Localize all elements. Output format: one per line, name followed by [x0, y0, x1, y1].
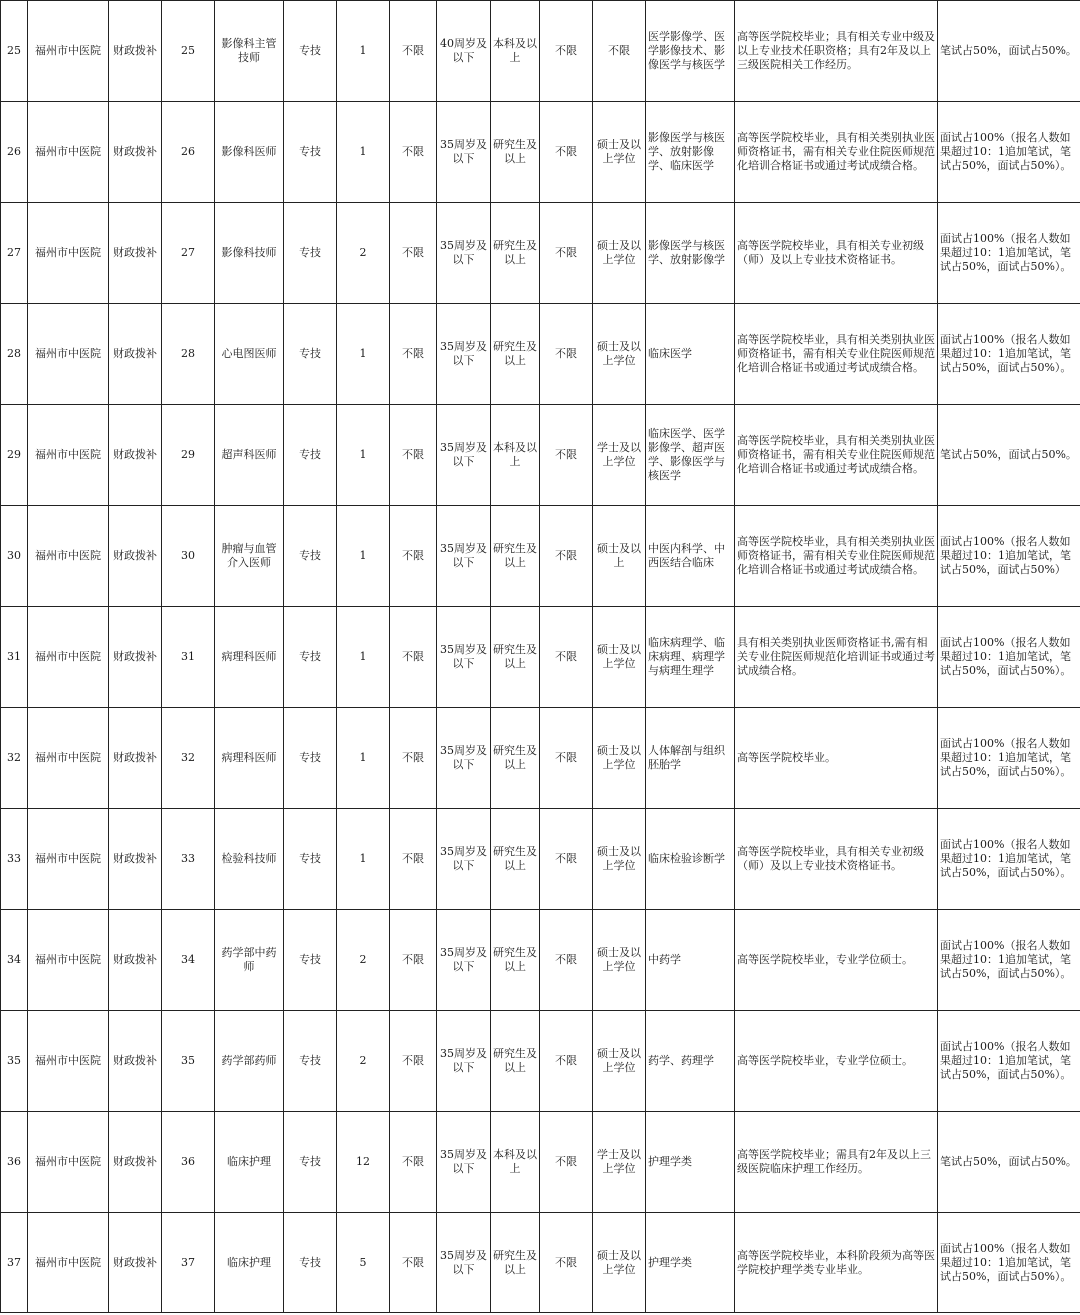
exam-method-cell: 面试占100%（报名人数如果超过10：1追加笔试，笔试占50%，面试占50%）。: [938, 1213, 1080, 1313]
exam-method-cell: 面试占100%（报名人数如果超过10：1追加笔试，笔试占50%，面试占50%）。: [938, 304, 1080, 405]
major-cell: 影像医学与核医学、放射影像学、临床医学: [646, 102, 735, 203]
gender-cell: 不限: [390, 910, 437, 1011]
conditions-cell: 高等医学院校毕业，具有相关类别执业医师资格证书，需有相关专业住院医师规范化培训合格证书或通过考试成绩合格。: [735, 102, 938, 203]
education-cell: 研究生及以上: [491, 910, 540, 1011]
position-name-cell: 临床护理: [215, 1213, 284, 1313]
unit-cell: 福州市中医院: [28, 1213, 109, 1313]
funding-cell: 财政拨补: [109, 102, 162, 203]
headcount-cell: 1: [337, 809, 390, 910]
seq-cell: 32: [1, 708, 28, 809]
region-cell: 不限: [540, 405, 593, 506]
age-requirement-cell: 35周岁及以下: [437, 1011, 491, 1112]
age-requirement-cell: 35周岁及以下: [437, 405, 491, 506]
headcount-cell: 2: [337, 1011, 390, 1112]
headcount-cell: 1: [337, 607, 390, 708]
headcount-cell: 1: [337, 102, 390, 203]
seq-cell: 28: [1, 304, 28, 405]
education-cell: 研究生及以上: [491, 506, 540, 607]
conditions-cell: 具有相关类别执业医师资格证书,需有相关专业住院医师规范化培训证书或通过考试成绩合格。: [735, 607, 938, 708]
conditions-cell: 高等医学院校毕业，具有相关类别执业医师资格证书，需有相关专业住院医师规范化培训合格证书或通过考试成绩合格。: [735, 405, 938, 506]
major-cell: 中医内科学、中西医结合临床: [646, 506, 735, 607]
degree-cell: 硕士及以上学位: [593, 809, 646, 910]
education-cell: 研究生及以上: [491, 102, 540, 203]
major-cell: 临床检验诊断学: [646, 809, 735, 910]
major-cell: 临床医学、医学影像学、超声医学、影像医学与核医学: [646, 405, 735, 506]
gender-cell: 不限: [390, 708, 437, 809]
degree-cell: 硕士及以上学位: [593, 910, 646, 1011]
seq-cell: 34: [1, 910, 28, 1011]
funding-cell: 财政拨补: [109, 506, 162, 607]
position-category-cell: 专技: [284, 304, 337, 405]
position-code-cell: 33: [162, 809, 215, 910]
exam-method-cell: 面试占100%（报名人数如果超过10：1追加笔试，笔试占50%，面试占50%）。: [938, 910, 1080, 1011]
conditions-cell: 高等医学院校毕业，专业学位硕士。: [735, 910, 938, 1011]
unit-cell: 福州市中医院: [28, 506, 109, 607]
conditions-cell: 高等医学院校毕业，具有相关专业初级（师）及以上专业技术资格证书。: [735, 203, 938, 304]
funding-cell: 财政拨补: [109, 809, 162, 910]
funding-cell: 财政拨补: [109, 1, 162, 102]
table-body: [1, 1, 1080, 1313]
age-requirement-cell: 35周岁及以下: [437, 1213, 491, 1313]
education-cell: 研究生及以上: [491, 708, 540, 809]
conditions-cell: 高等医学院校毕业，具有相关类别执业医师资格证书，需有相关专业住院医师规范化培训合格证书或通过考试成绩合格。: [735, 304, 938, 405]
table-row: [1, 304, 1080, 405]
education-cell: 研究生及以上: [491, 1011, 540, 1112]
exam-method-cell: 笔试占50%，面试占50%。: [938, 1, 1080, 102]
age-requirement-cell: 35周岁及以下: [437, 809, 491, 910]
position-name-cell: 肿瘤与血管介入医师: [215, 506, 284, 607]
position-category-cell: 专技: [284, 405, 337, 506]
age-requirement-cell: 35周岁及以下: [437, 304, 491, 405]
unit-cell: 福州市中医院: [28, 203, 109, 304]
gender-cell: 不限: [390, 304, 437, 405]
major-cell: 中药学: [646, 910, 735, 1011]
position-code-cell: 26: [162, 102, 215, 203]
table-row: [1, 809, 1080, 910]
seq-cell: 31: [1, 607, 28, 708]
seq-cell: 26: [1, 102, 28, 203]
age-requirement-cell: 35周岁及以下: [437, 203, 491, 304]
seq-cell: 30: [1, 506, 28, 607]
age-requirement-cell: 35周岁及以下: [437, 1112, 491, 1213]
table-row: [1, 203, 1080, 304]
position-code-cell: 32: [162, 708, 215, 809]
unit-cell: 福州市中医院: [28, 102, 109, 203]
position-code-cell: 36: [162, 1112, 215, 1213]
major-cell: 影像医学与核医学、放射影像学: [646, 203, 735, 304]
position-name-cell: 病理科医师: [215, 607, 284, 708]
position-code-cell: 25: [162, 1, 215, 102]
funding-cell: 财政拨补: [109, 1011, 162, 1112]
age-requirement-cell: 35周岁及以下: [437, 607, 491, 708]
position-name-cell: 药学部药师: [215, 1011, 284, 1112]
degree-cell: 硕士及以上学位: [593, 304, 646, 405]
unit-cell: 福州市中医院: [28, 910, 109, 1011]
education-cell: 本科及以上: [491, 1, 540, 102]
gender-cell: 不限: [390, 1112, 437, 1213]
position-code-cell: 27: [162, 203, 215, 304]
conditions-cell: 高等医学院校毕业，专业学位硕士。: [735, 1011, 938, 1112]
table-row: [1, 102, 1080, 203]
gender-cell: 不限: [390, 1213, 437, 1313]
degree-cell: 不限: [593, 1, 646, 102]
age-requirement-cell: 35周岁及以下: [437, 910, 491, 1011]
position-category-cell: 专技: [284, 809, 337, 910]
gender-cell: 不限: [390, 607, 437, 708]
headcount-cell: 1: [337, 304, 390, 405]
unit-cell: 福州市中医院: [28, 1, 109, 102]
unit-cell: 福州市中医院: [28, 1112, 109, 1213]
exam-method-cell: 面试占100%（报名人数如果超过10：1追加笔试，笔试占50%，面试占50%）。: [938, 1011, 1080, 1112]
position-name-cell: 超声科医师: [215, 405, 284, 506]
region-cell: 不限: [540, 809, 593, 910]
age-requirement-cell: 35周岁及以下: [437, 102, 491, 203]
conditions-cell: 高等医学院校毕业；具有相关专业中级及以上专业技术任职资格；具有2年及以上三级医院相关工作经历。: [735, 1, 938, 102]
funding-cell: 财政拨补: [109, 1112, 162, 1213]
table-row: [1, 708, 1080, 809]
unit-cell: 福州市中医院: [28, 304, 109, 405]
position-name-cell: 检验科技师: [215, 809, 284, 910]
region-cell: 不限: [540, 1112, 593, 1213]
exam-method-cell: 面试占100%（报名人数如果超过10：1追加笔试，笔试占50%，面试占50%）。: [938, 809, 1080, 910]
position-code-cell: 31: [162, 607, 215, 708]
unit-cell: 福州市中医院: [28, 1011, 109, 1112]
conditions-cell: 高等医学院校毕业，具有相关专业初级（师）及以上专业技术资格证书。: [735, 809, 938, 910]
seq-cell: 35: [1, 1011, 28, 1112]
conditions-cell: 高等医学院校毕业，本科阶段须为高等医学院校护理学类专业毕业。: [735, 1213, 938, 1313]
position-code-cell: 34: [162, 910, 215, 1011]
major-cell: 临床医学: [646, 304, 735, 405]
age-requirement-cell: 35周岁及以下: [437, 708, 491, 809]
position-category-cell: 专技: [284, 102, 337, 203]
headcount-cell: 1: [337, 405, 390, 506]
conditions-cell: 高等医学院校毕业。: [735, 708, 938, 809]
table-row: [1, 910, 1080, 1011]
position-name-cell: 影像科技师: [215, 203, 284, 304]
funding-cell: 财政拨补: [109, 910, 162, 1011]
exam-method-cell: 笔试占50%，面试占50%。: [938, 405, 1080, 506]
funding-cell: 财政拨补: [109, 708, 162, 809]
position-name-cell: 影像科主管技师: [215, 1, 284, 102]
seq-cell: 36: [1, 1112, 28, 1213]
table-row: [1, 1213, 1080, 1313]
conditions-cell: 高等医学院校毕业，具有相关类别执业医师资格证书，需有相关专业住院医师规范化培训合格证书或通过考试成绩合格。: [735, 506, 938, 607]
major-cell: 医学影像学、医学影像技术、影像医学与核医学: [646, 1, 735, 102]
gender-cell: 不限: [390, 405, 437, 506]
degree-cell: 硕士及以上学位: [593, 1011, 646, 1112]
funding-cell: 财政拨补: [109, 405, 162, 506]
gender-cell: 不限: [390, 1, 437, 102]
region-cell: 不限: [540, 607, 593, 708]
region-cell: 不限: [540, 304, 593, 405]
gender-cell: 不限: [390, 203, 437, 304]
position-category-cell: 专技: [284, 1011, 337, 1112]
funding-cell: 财政拨补: [109, 607, 162, 708]
major-cell: 临床病理学、临床病理、病理学与病理生理学: [646, 607, 735, 708]
education-cell: 研究生及以上: [491, 607, 540, 708]
region-cell: 不限: [540, 102, 593, 203]
degree-cell: 硕士及以上学位: [593, 1213, 646, 1313]
table-row: [1, 607, 1080, 708]
degree-cell: 硕士及以上学位: [593, 708, 646, 809]
major-cell: 药学、药理学: [646, 1011, 735, 1112]
position-category-cell: 专技: [284, 203, 337, 304]
exam-method-cell: 笔试占50%，面试占50%。: [938, 1112, 1080, 1213]
degree-cell: 学士及以上学位: [593, 405, 646, 506]
funding-cell: 财政拨补: [109, 304, 162, 405]
education-cell: 本科及以上: [491, 1112, 540, 1213]
seq-cell: 25: [1, 1, 28, 102]
table-row: [1, 506, 1080, 607]
degree-cell: 硕士及以上学位: [593, 102, 646, 203]
seq-cell: 37: [1, 1213, 28, 1313]
table-row: [1, 1011, 1080, 1112]
unit-cell: 福州市中医院: [28, 405, 109, 506]
education-cell: 研究生及以上: [491, 203, 540, 304]
headcount-cell: 1: [337, 506, 390, 607]
position-code-cell: 28: [162, 304, 215, 405]
region-cell: 不限: [540, 1011, 593, 1112]
position-code-cell: 35: [162, 1011, 215, 1112]
headcount-cell: 2: [337, 910, 390, 1011]
exam-method-cell: 面试占100%（报名人数如果超过10：1追加笔试，笔试占50%，面试占50%）。: [938, 203, 1080, 304]
unit-cell: 福州市中医院: [28, 607, 109, 708]
position-name-cell: 临床护理: [215, 1112, 284, 1213]
position-category-cell: 专技: [284, 910, 337, 1011]
region-cell: 不限: [540, 910, 593, 1011]
conditions-cell: 高等医学院校毕业；需具有2年及以上三级医院临床护理工作经历。: [735, 1112, 938, 1213]
region-cell: 不限: [540, 1, 593, 102]
gender-cell: 不限: [390, 809, 437, 910]
gender-cell: 不限: [390, 506, 437, 607]
education-cell: 研究生及以上: [491, 809, 540, 910]
degree-cell: 硕士及以上学位: [593, 203, 646, 304]
exam-method-cell: 面试占100%（报名人数如果超过10：1追加笔试，笔试占50%，面试占50%）: [938, 506, 1080, 607]
major-cell: 护理学类: [646, 1112, 735, 1213]
headcount-cell: 1: [337, 1, 390, 102]
position-code-cell: 37: [162, 1213, 215, 1313]
headcount-cell: 12: [337, 1112, 390, 1213]
education-cell: 本科及以上: [491, 405, 540, 506]
position-name-cell: 影像科医师: [215, 102, 284, 203]
region-cell: 不限: [540, 203, 593, 304]
major-cell: 护理学类: [646, 1213, 735, 1313]
gender-cell: 不限: [390, 1011, 437, 1112]
exam-method-cell: 面试占100%（报名人数如果超过10：1追加笔试，笔试占50%，面试占50%）。: [938, 607, 1080, 708]
funding-cell: 财政拨补: [109, 203, 162, 304]
position-code-cell: 30: [162, 506, 215, 607]
headcount-cell: 5: [337, 1213, 390, 1313]
age-requirement-cell: 40周岁及以下: [437, 1, 491, 102]
headcount-cell: 2: [337, 203, 390, 304]
position-name-cell: 病理科医师: [215, 708, 284, 809]
position-category-cell: 专技: [284, 607, 337, 708]
position-category-cell: 专技: [284, 1, 337, 102]
degree-cell: 硕士及以上学位: [593, 607, 646, 708]
region-cell: 不限: [540, 506, 593, 607]
position-code-cell: 29: [162, 405, 215, 506]
exam-method-cell: 面试占100%（报名人数如果超过10：1追加笔试，笔试占50%，面试占50%）。: [938, 708, 1080, 809]
degree-cell: 学士及以上学位: [593, 1112, 646, 1213]
position-category-cell: 专技: [284, 506, 337, 607]
table-row: [1, 1, 1080, 102]
region-cell: 不限: [540, 1213, 593, 1313]
position-name-cell: 心电图医师: [215, 304, 284, 405]
education-cell: 研究生及以上: [491, 304, 540, 405]
seq-cell: 33: [1, 809, 28, 910]
table-row: [1, 1112, 1080, 1213]
age-requirement-cell: 35周岁及以下: [437, 506, 491, 607]
major-cell: 人体解剖与组织胚胎学: [646, 708, 735, 809]
funding-cell: 财政拨补: [109, 1213, 162, 1313]
education-cell: 研究生及以上: [491, 1213, 540, 1313]
unit-cell: 福州市中医院: [28, 809, 109, 910]
seq-cell: 27: [1, 203, 28, 304]
region-cell: 不限: [540, 708, 593, 809]
exam-method-cell: 面试占100%（报名人数如果超过10：1追加笔试，笔试占50%，面试占50%）。: [938, 102, 1080, 203]
headcount-cell: 1: [337, 708, 390, 809]
position-name-cell: 药学部中药师: [215, 910, 284, 1011]
degree-cell: 硕士及以上: [593, 506, 646, 607]
position-category-cell: 专技: [284, 708, 337, 809]
gender-cell: 不限: [390, 102, 437, 203]
table-row: [1, 405, 1080, 506]
position-category-cell: 专技: [284, 1213, 337, 1313]
position-category-cell: 专技: [284, 1112, 337, 1213]
unit-cell: 福州市中医院: [28, 708, 109, 809]
seq-cell: 29: [1, 405, 28, 506]
